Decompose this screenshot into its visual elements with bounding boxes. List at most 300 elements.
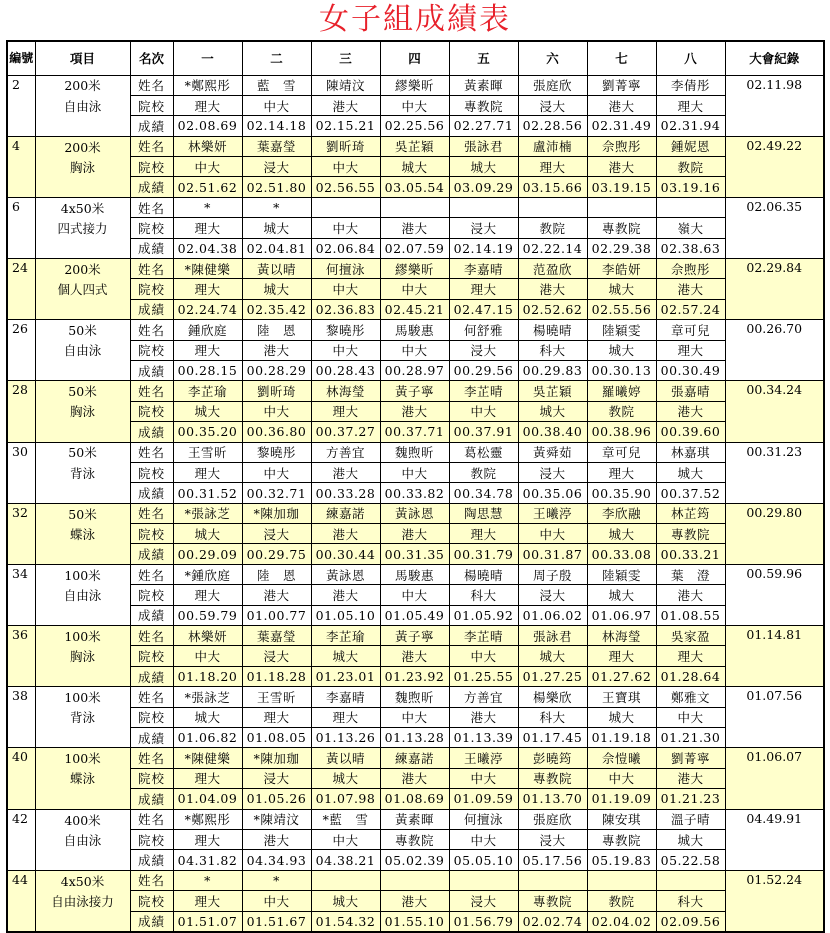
athlete-name: 馬駿惠 [380,564,449,584]
result-time: 04.34.93 [242,850,311,870]
school-name: 城大 [518,646,587,666]
athlete-name: 鍾欣庭 [173,320,242,340]
result-time: 00.29.83 [518,360,587,380]
school-name: 理大 [173,340,242,360]
school-name: 港大 [587,157,656,177]
event-blank [35,299,130,319]
result-time: 01.13.28 [380,728,449,748]
header-place-6: 六 [518,41,587,75]
athlete-name: 溫子晴 [656,809,725,829]
school-name: 城大 [449,157,518,177]
athlete-name: 馬駿惠 [380,320,449,340]
event-stroke: 自由泳 [35,829,130,849]
result-time: 01.51.67 [242,911,311,932]
school-name: 港大 [380,524,449,544]
result-time: 02.04.02 [587,911,656,932]
school-name: 港大 [242,340,311,360]
athlete-name: 王雪昕 [173,442,242,462]
table-row [7,809,824,829]
athlete-name [380,870,449,890]
meet-record: 01.52.24 [725,870,824,932]
row-label-name: 姓名 [130,503,173,523]
school-name: 理大 [173,829,242,849]
result-time: 00.36.80 [242,422,311,442]
row-label-name: 姓名 [130,809,173,829]
result-time: 01.17.45 [518,728,587,748]
athlete-name: 黃以晴 [311,748,380,768]
table-row [7,687,824,707]
event-number: 6 [7,197,35,258]
meet-record: 02.29.84 [725,259,824,320]
school-name: 科大 [518,340,587,360]
event-number: 2 [7,75,35,136]
result-time: 00.39.60 [656,422,725,442]
school-name: 城大 [311,768,380,788]
result-time: 05.22.58 [656,850,725,870]
table-row [7,218,824,238]
school-name: 中大 [173,157,242,177]
result-time: 02.14.18 [242,116,311,136]
event-stroke: 自由泳 [35,95,130,115]
school-name: 理大 [656,95,725,115]
athlete-name: *鄭熙彤 [173,75,242,95]
result-time: 00.28.97 [380,360,449,380]
table-row [7,320,824,340]
table-row [7,157,824,177]
athlete-name: 繆樂昕 [380,75,449,95]
school-name: 港大 [311,585,380,605]
result-time: 01.05.26 [242,789,311,809]
result-time: 00.28.43 [311,360,380,380]
result-time: 00.31.35 [380,544,449,564]
athlete-name: 鍾妮恩 [656,136,725,156]
event-distance: 50米 [35,320,130,340]
school-name: 浸大 [242,768,311,788]
athlete-name: 陸 恩 [242,564,311,584]
athlete-name: 練嘉諾 [311,503,380,523]
table-row [7,177,824,197]
athlete-name: 黃詠恩 [311,564,380,584]
row-label-result: 成績 [130,299,173,319]
table-row [7,870,824,890]
table-row [7,748,824,768]
school-name: 專教院 [587,829,656,849]
result-time: 02.36.83 [311,299,380,319]
event-stroke: 背泳 [35,462,130,482]
meet-record: 01.06.07 [725,748,824,809]
result-time: 01.04.09 [173,789,242,809]
row-label-result: 成績 [130,422,173,442]
row-label-name: 姓名 [130,197,173,217]
school-name: 浸大 [449,218,518,238]
result-time: 00.59.79 [173,605,242,625]
school-name: 中大 [311,218,380,238]
athlete-name: 范盈欣 [518,259,587,279]
event-distance: 200米 [35,136,130,156]
school-name: 中大 [242,891,311,911]
school-name: 教院 [587,891,656,911]
header-number: 編號 [7,41,35,75]
header-event: 項目 [35,41,130,75]
school-name: 科大 [656,891,725,911]
event-blank [35,728,130,748]
result-time: 00.37.91 [449,422,518,442]
result-time: 01.06.02 [518,605,587,625]
athlete-name: 陸 恩 [242,320,311,340]
result-time: 01.06.97 [587,605,656,625]
row-label-result: 成績 [130,850,173,870]
table-row [7,238,824,258]
result-time: 01.05.49 [380,605,449,625]
result-time: 02.02.74 [518,911,587,932]
row-label-school: 院校 [130,157,173,177]
athlete-name: 葉嘉瑩 [242,626,311,646]
result-time: 02.56.55 [311,177,380,197]
school-name: 專教院 [380,829,449,849]
result-time: 02.22.14 [518,238,587,258]
row-label-school: 院校 [130,585,173,605]
result-time: 00.35.90 [587,483,656,503]
athlete-name: *張詠芝 [173,687,242,707]
result-time: 01.00.77 [242,605,311,625]
result-time: 02.38.63 [656,238,725,258]
result-time: 02.04.81 [242,238,311,258]
event-stroke: 自由泳 [35,585,130,605]
table-row [7,891,824,911]
row-label-name: 姓名 [130,870,173,890]
school-name: 城大 [587,524,656,544]
event-distance: 200米 [35,75,130,95]
result-time: 02.28.56 [518,116,587,136]
school-name: 中大 [311,829,380,849]
row-label-name: 姓名 [130,626,173,646]
result-time: 00.32.71 [242,483,311,503]
athlete-name [656,870,725,890]
result-time: 01.08.55 [656,605,725,625]
header-place-4: 四 [380,41,449,75]
school-name: 港大 [380,401,449,421]
athlete-name: 章可兒 [656,320,725,340]
school-name: 中大 [449,829,518,849]
athlete-name: 黃素暉 [380,809,449,829]
result-time: 03.19.16 [656,177,725,197]
athlete-name: 黃以晴 [242,259,311,279]
event-distance: 100米 [35,564,130,584]
athlete-name: 楊曉晴 [518,320,587,340]
athlete-name: 何舒雅 [449,320,518,340]
athlete-name: *陳健樂 [173,259,242,279]
athlete-name: 李芷瑜 [311,626,380,646]
result-time: 01.25.55 [449,666,518,686]
athlete-name: 羅曦婷 [587,381,656,401]
athlete-name [449,197,518,217]
result-time: 02.52.62 [518,299,587,319]
athlete-name: *張詠芝 [173,503,242,523]
table-row [7,850,824,870]
result-time: 02.29.38 [587,238,656,258]
athlete-name: 周子殷 [518,564,587,584]
event-distance: 50米 [35,442,130,462]
table-row [7,707,824,727]
event-number: 26 [7,320,35,381]
row-label-school: 院校 [130,524,173,544]
athlete-name [311,197,380,217]
table-row [7,401,824,421]
school-name: 理大 [311,707,380,727]
athlete-name: *陳靖汶 [242,809,311,829]
athlete-name: 黃素暉 [449,75,518,95]
athlete-name [449,870,518,890]
school-name: 理大 [242,707,311,727]
school-name: 城大 [587,585,656,605]
athlete-name: 黎曉彤 [311,320,380,340]
event-blank [35,666,130,686]
athlete-name: 方善宜 [311,442,380,462]
event-blank [35,605,130,625]
result-time: 01.23.92 [380,666,449,686]
school-name: 浸大 [242,524,311,544]
table-row [7,422,824,442]
table-row [7,442,824,462]
athlete-name: 葉嘉瑩 [242,136,311,156]
result-time: 01.19.18 [587,728,656,748]
athlete-name: 李芷晴 [449,626,518,646]
athlete-name: 吳芷穎 [518,381,587,401]
school-name: 科大 [518,707,587,727]
event-number: 40 [7,748,35,809]
athlete-name: 李芷瑜 [173,381,242,401]
athlete-name: 陸穎雯 [587,320,656,340]
event-distance: 100米 [35,626,130,646]
event-number: 24 [7,259,35,320]
header-place-3: 三 [311,41,380,75]
athlete-name: 何擅泳 [449,809,518,829]
result-time: 01.18.20 [173,666,242,686]
school-name: 理大 [173,279,242,299]
result-time: 01.56.79 [449,911,518,932]
result-time: 01.23.01 [311,666,380,686]
result-time: 01.21.30 [656,728,725,748]
athlete-name: 楊曉晴 [449,564,518,584]
table-row [7,666,824,686]
result-time: 05.02.39 [380,850,449,870]
meet-record: 00.29.80 [725,503,824,564]
result-time: 01.05.10 [311,605,380,625]
event-distance: 50米 [35,503,130,523]
athlete-name: *陳加珈 [242,748,311,768]
result-time: 00.38.40 [518,422,587,442]
athlete-name: 陸穎雯 [587,564,656,584]
meet-record: 01.14.81 [725,626,824,687]
athlete-name: 繆樂昕 [380,259,449,279]
row-label-school: 院校 [130,95,173,115]
event-distance: 100米 [35,687,130,707]
school-name: 城大 [587,707,656,727]
event-number: 44 [7,870,35,932]
result-time: 01.08.69 [380,789,449,809]
athlete-name: *鍾欣庭 [173,564,242,584]
result-time: 02.47.15 [449,299,518,319]
athlete-name: 陳安琪 [587,809,656,829]
athlete-name: *陳健樂 [173,748,242,768]
school-name: 港大 [518,279,587,299]
result-time: 00.35.06 [518,483,587,503]
school-name: 城大 [173,401,242,421]
athlete-name [311,870,380,890]
result-time: 02.06.84 [311,238,380,258]
school-name: 科大 [449,585,518,605]
athlete-name: 何擅泳 [311,259,380,279]
athlete-name: 黃子寧 [380,381,449,401]
school-name: 理大 [173,95,242,115]
athlete-name: * [173,197,242,217]
athlete-name: 章可兒 [587,442,656,462]
event-number: 34 [7,564,35,625]
result-time: 01.09.59 [449,789,518,809]
athlete-name: 劉菁寧 [656,748,725,768]
event-blank [35,116,130,136]
result-time: 05.05.10 [449,850,518,870]
result-time: 02.31.49 [587,116,656,136]
row-label-name: 姓名 [130,320,173,340]
result-time: 02.31.94 [656,116,725,136]
athlete-name: 魏煦昕 [380,442,449,462]
result-time: 01.06.82 [173,728,242,748]
row-label-school: 院校 [130,891,173,911]
event-distance: 4x50米 [35,870,130,890]
row-label-result: 成績 [130,483,173,503]
school-name: 浸大 [242,646,311,666]
event-distance: 4x50米 [35,197,130,217]
result-time: 00.35.20 [173,422,242,442]
result-time: 00.33.08 [587,544,656,564]
athlete-name: 練嘉諾 [380,748,449,768]
athlete-name: 張庭欣 [518,809,587,829]
athlete-name: *鄭熙彤 [173,809,242,829]
meet-record: 01.07.56 [725,687,824,748]
result-time: 02.04.38 [173,238,242,258]
result-time: 00.37.52 [656,483,725,503]
school-name: 城大 [518,401,587,421]
athlete-name: 張嘉晴 [656,381,725,401]
school-name: 中大 [311,157,380,177]
row-label-school: 院校 [130,707,173,727]
table-row [7,462,824,482]
row-label-result: 成績 [130,728,173,748]
school-name: 理大 [587,646,656,666]
school-name: 理大 [173,891,242,911]
school-name: 理大 [587,462,656,482]
header-place-5: 五 [449,41,518,75]
school-name: 理大 [311,401,380,421]
table-row [7,279,824,299]
school-name: 港大 [380,768,449,788]
athlete-name [380,197,449,217]
event-blank [35,850,130,870]
result-time: 00.29.56 [449,360,518,380]
result-time: 02.15.21 [311,116,380,136]
school-name: 嶺大 [656,218,725,238]
school-name: 中大 [380,585,449,605]
result-time: 01.05.92 [449,605,518,625]
athlete-name: 黃子寧 [380,626,449,646]
athlete-name: 李皓妍 [587,259,656,279]
school-name: 中大 [449,646,518,666]
result-time: 01.27.25 [518,666,587,686]
athlete-name: 王曦渟 [449,748,518,768]
row-label-result: 成績 [130,666,173,686]
page-title: 女子組成績表 [319,2,511,37]
result-time: 02.14.19 [449,238,518,258]
result-time: 00.30.49 [656,360,725,380]
school-name: 港大 [311,462,380,482]
event-blank [35,177,130,197]
row-label-result: 成績 [130,605,173,625]
row-label-name: 姓名 [130,136,173,156]
result-time: 02.55.56 [587,299,656,319]
row-label-name: 姓名 [130,564,173,584]
result-time: 01.54.32 [311,911,380,932]
result-time: 01.19.09 [587,789,656,809]
athlete-name: *藍 雪 [311,809,380,829]
school-name: 港大 [656,401,725,421]
school-name: 港大 [311,524,380,544]
row-label-name: 姓名 [130,381,173,401]
athlete-name: * [242,870,311,890]
table-row [7,544,824,564]
table-row [7,503,824,523]
table-row [7,605,824,625]
school-name: 城大 [380,157,449,177]
event-blank [35,360,130,380]
result-time: 00.31.87 [518,544,587,564]
header-place-7: 七 [587,41,656,75]
row-label-school: 院校 [130,218,173,238]
result-time: 02.08.69 [173,116,242,136]
school-name: 港大 [656,585,725,605]
event-number: 4 [7,136,35,197]
result-time: 00.33.82 [380,483,449,503]
school-name: 中大 [518,524,587,544]
athlete-name: 佘煦彤 [656,259,725,279]
row-label-result: 成績 [130,789,173,809]
school-name: 城大 [587,279,656,299]
result-time: 03.19.15 [587,177,656,197]
event-number: 32 [7,503,35,564]
event-number: 30 [7,442,35,503]
table-row [7,340,824,360]
athlete-name: 鄭雅文 [656,687,725,707]
table-row [7,197,824,217]
school-name: 中大 [380,279,449,299]
table-row [7,381,824,401]
result-time: 02.57.24 [656,299,725,319]
athlete-name [518,870,587,890]
table-body [7,75,824,932]
athlete-name: 黃舜茹 [518,442,587,462]
event-number: 36 [7,626,35,687]
meet-record: 00.59.96 [725,564,824,625]
result-time: 01.13.39 [449,728,518,748]
athlete-name: 黎曉彤 [242,442,311,462]
event-blank [35,483,130,503]
event-stroke: 胸泳 [35,646,130,666]
event-distance: 200米 [35,259,130,279]
athlete-name: 林海瑩 [587,626,656,646]
school-name: 城大 [656,462,725,482]
school-name: 浸大 [518,585,587,605]
school-name: 城大 [311,646,380,666]
